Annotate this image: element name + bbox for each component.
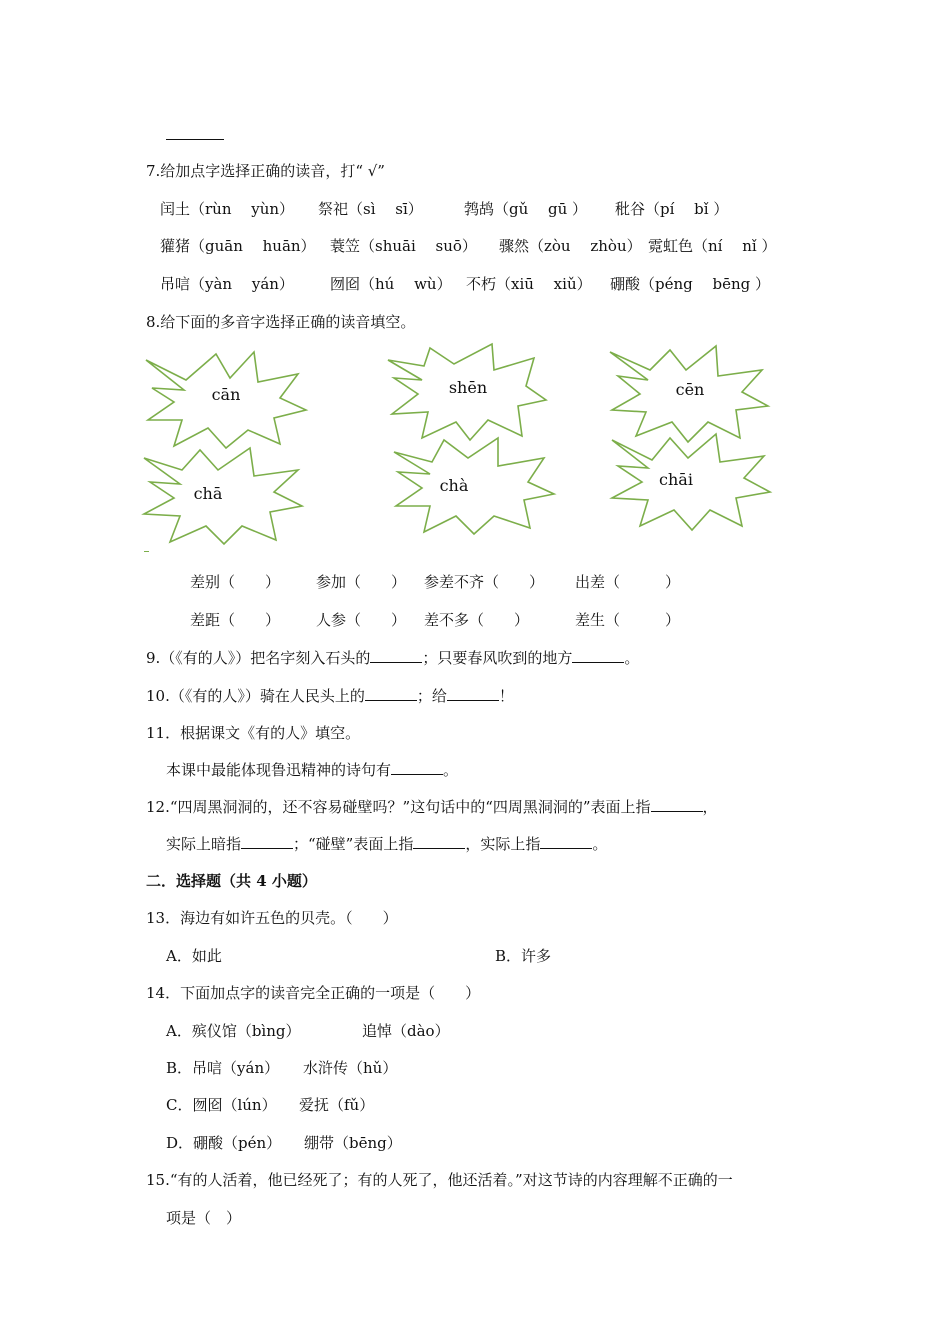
pinyin-star-6	[612, 434, 772, 534]
option-d-part2: 绷带（bēng）	[304, 1134, 402, 1152]
q12-text-b: ，	[702, 798, 718, 816]
question-7-title: 7.给加点字选择正确的读音，打“ √”	[146, 162, 385, 180]
question-12-line2	[166, 834, 607, 854]
q7-item: 祭祀（sì sī）	[318, 200, 423, 218]
q10-text-a: 10.（《有的人》）骑在人民头上的	[146, 687, 365, 705]
pinyin-star-3	[610, 346, 770, 446]
q12-text-d: ；“碰壁”表面上指	[293, 835, 414, 853]
pinyin-star-2	[388, 344, 548, 444]
answer-blank[interactable]	[413, 834, 465, 849]
answer-blank[interactable]	[391, 760, 443, 775]
question-11-line	[166, 760, 458, 780]
q8-item: 参差不齐（ ）	[424, 573, 545, 591]
q8-item: 差别（ ）	[190, 573, 281, 591]
q8-item: 差不多（ ）	[424, 611, 530, 629]
question-14-title: 14．下面加点字的读音完全正确的一项是（ ）	[146, 984, 481, 1002]
answer-blank[interactable]	[651, 797, 703, 812]
option-a-part2: 追悼（dào）	[362, 1022, 450, 1040]
option-d[interactable]: D．硼酸（pén）	[166, 1134, 282, 1152]
section-2-heading: 二．选择题（共 4 小题）	[146, 872, 317, 890]
answer-line	[166, 139, 224, 140]
option-c[interactable]: C．囫囵（lún）	[166, 1096, 277, 1114]
pinyin-star-5	[394, 438, 554, 538]
star-label: cān	[211, 385, 241, 404]
star-label: cēn	[675, 380, 705, 399]
question-15-line2: 项是（ ）	[166, 1209, 242, 1227]
q11-text: 本课中最能体现鲁迅精神的诗句有	[166, 761, 392, 779]
question-15-line1: 15.“有的人活着，他已经死了；有的人死了，他还活着。”对这节诗的内容理解不正确的一	[146, 1171, 733, 1189]
q7-item: 秕谷（pí bǐ ）	[615, 200, 729, 218]
q7-item: 硼酸（péng bēng ）	[610, 275, 771, 293]
star-label: chāi	[659, 470, 693, 489]
q8-item: 出差（ ）	[575, 573, 681, 591]
q8-item: 参加（ ）	[316, 573, 407, 591]
option-b-part2: 水浒传（hǔ）	[303, 1059, 398, 1077]
q9-text-c: 。	[624, 649, 640, 667]
green-mark	[144, 551, 149, 552]
star-label: shēn	[448, 378, 488, 397]
q7-item: 吊唁（yàn yán）	[160, 275, 294, 293]
q7-item: 囫囵（hú wù）	[330, 275, 452, 293]
question-13-title: 13．海边有如许五色的贝壳。（ ）	[146, 909, 398, 927]
answer-blank[interactable]	[241, 834, 293, 849]
question-10	[146, 686, 514, 706]
option-c-part2: 爱抚（fǔ）	[299, 1096, 375, 1114]
option-b[interactable]: B．吊唁（yán）	[166, 1059, 280, 1077]
q7-item: 不朽（xiū xiǔ）	[466, 275, 592, 293]
q9-text-b: ；只要春风吹到的地方	[422, 649, 573, 667]
question-11-title: 11．根据课文《有的人》填空。	[146, 724, 361, 742]
q10-text-b: ；给	[416, 687, 447, 705]
star-label: chà	[439, 476, 469, 495]
answer-blank[interactable]	[540, 834, 592, 849]
q7-item: 骤然（zòu zhòu）	[499, 237, 642, 255]
q7-item: 鹁鸪（gǔ gū ）	[464, 200, 588, 218]
option-b[interactable]: B．许多	[495, 947, 552, 965]
pinyin-star-4	[144, 448, 304, 548]
q9-text-a: 9.（《有的人》）把名字刻入石头的	[146, 649, 371, 667]
answer-blank[interactable]	[572, 648, 624, 663]
answer-blank[interactable]	[447, 686, 499, 701]
q12-text-e: ，实际上指	[465, 835, 541, 853]
q7-item: 獾猪（guān huān）	[160, 237, 316, 255]
q8-item: 人参（ ）	[316, 611, 407, 629]
q11-end: 。	[443, 761, 459, 779]
option-a[interactable]: A．殡仪馆（bìng）	[166, 1022, 301, 1040]
q7-item: 闰土（rùn yùn）	[160, 200, 295, 218]
q12-text-c: 实际上暗指	[166, 835, 242, 853]
q10-text-c: ！	[498, 687, 514, 705]
answer-blank[interactable]	[365, 686, 417, 701]
star-label: chā	[193, 484, 223, 503]
question-8-title: 8.给下面的多音字选择正确的读音填空。	[146, 313, 416, 331]
q7-item: 霓虹色（ní nǐ ）	[648, 237, 777, 255]
option-a[interactable]: A．如此	[166, 947, 222, 965]
q8-item: 差距（ ）	[190, 611, 281, 629]
answer-blank[interactable]	[370, 648, 422, 663]
q8-item: 差生（ ）	[575, 611, 681, 629]
question-9	[146, 648, 639, 668]
q7-item: 蓑笠（shuāi suō）	[330, 237, 477, 255]
question-12	[146, 797, 718, 817]
pinyin-star-1	[146, 352, 306, 452]
q12-text-f: 。	[592, 835, 608, 853]
q12-text-a: 12.“四周黑洞洞的，还不容易碰壁吗？”这句话中的“四周黑洞洞的”表面上指	[146, 798, 651, 816]
